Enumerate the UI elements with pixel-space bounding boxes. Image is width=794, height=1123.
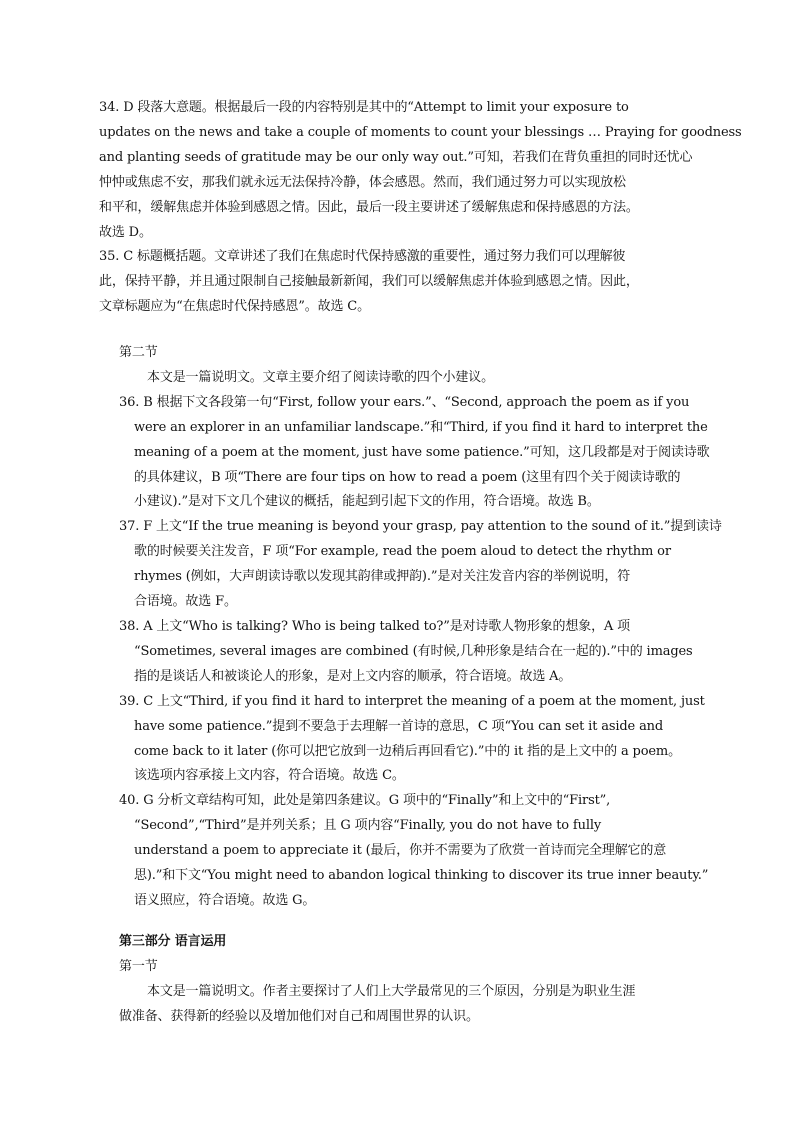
answer-line: have some patience.”提到不要急于去理解一首诗的意思，C 项“You can set it aside and bbox=[134, 718, 664, 734]
answer-first-line: 36. B 根据下文各段第一句“First, follow your ears.”、“Second, approach the poem as if you bbox=[119, 394, 690, 410]
answer-first-line: 39. C 上文“Third, if you find it hard to interpret the meaning of a poem at the moment, just bbox=[119, 693, 705, 709]
answer-item-37 bbox=[119, 515, 722, 615]
answer-item-39 bbox=[119, 690, 705, 790]
text-line: 文章标题应为“在焦虑时代保持感恩”。故选 C。 bbox=[99, 299, 370, 315]
answer-line: understand a poem to appreciate it (最后，你并不需要为了欣赏一首诗而完全理解它的意 bbox=[134, 843, 667, 859]
answer-line: rhymes (例如，大声朗读诗歌以发现其韵律或押韵).”是对关注发音内容的举例说明，符 bbox=[134, 569, 631, 585]
text-line: 此，保持平静，并且通过限制自己接触最新新闻，我们可以缓解焦虑并体验到感恩之情。因此， bbox=[99, 274, 639, 290]
answer-first-line: 38. A 上文“Who is talking? Who is being talked to?”是对诗歌人物形象的想象，A 项 bbox=[119, 618, 630, 634]
answer-line: “Second”,“Third”是并列关系；且 G 项内容“Finally, you do not have to fully bbox=[134, 818, 602, 834]
text-line: and planting seeds of gratitude may be our only way out.”可知，若我们在背负重担的同时还忧心 bbox=[99, 149, 693, 165]
answer-first-line: 40. G 分析文章结构可知，此处是第四条建议。G 项中的“Finally”和上文中的“First”, bbox=[119, 793, 611, 809]
part-three bbox=[119, 930, 679, 1030]
text-line: 忡忡或焦虑不安，那我们就永远无法保持冷静，体会感恩。然而，我们通过努力可以实现放松 bbox=[99, 174, 626, 190]
text-line: 故选 D。 bbox=[99, 224, 152, 240]
answer-line: “Sometimes, several images are combined (有时候,几种形象是结合在一起的).”中的 images bbox=[134, 643, 693, 659]
answer-item-36 bbox=[119, 391, 710, 516]
answer-line: 小建议).”是对下文几个建议的概括，能起到引起下文的作用，符合语境。故选 B。 bbox=[134, 494, 600, 510]
section-two bbox=[119, 341, 722, 914]
section-heading: 第二节 bbox=[119, 345, 158, 360]
text-line: 和平和，缓解焦虑并体验到感恩之情。因此，最后一段主要讲述了缓解焦虑和保持感恩的方法。 bbox=[99, 199, 639, 215]
answer-item-38 bbox=[119, 615, 693, 690]
answer-line: 歌的时候要关注发音，F 项“For example, read the poem aloud to detect the rhythm or bbox=[134, 544, 671, 560]
text-line: 35. C 标题概括题。文章讲述了我们在焦虑时代保持感激的重要性，通过努力我们可以理解彼 bbox=[99, 249, 626, 265]
text-line: 34. D 段落大意题。根据最后一段的内容特别是其中的“Attempt to limit your exposure to bbox=[99, 100, 629, 115]
answer-line: 语义照应，符合语境。故选 G。 bbox=[134, 892, 316, 908]
intro-line: 做准备、获得新的经验以及增加他们对自己和周围世界的认识。 bbox=[119, 1008, 479, 1024]
answer-line: 的具体建议，B 项“There are four tips on how to read a poem (这里有四个关于阅读诗歌的 bbox=[134, 469, 681, 485]
answer-line: 合语境。故选 F。 bbox=[134, 594, 237, 610]
answers-34-35 bbox=[99, 96, 742, 320]
answer-line: 该选项内容承接上文内容，符合语境。故选 C。 bbox=[134, 768, 405, 784]
answer-line: come back to it later (你可以把它放到一边稍后再回看它).”中的 it 指的是上文中的 a poem。 bbox=[134, 743, 681, 759]
answer-line: meaning of a poem at the moment, just have some patience.”可知，这几段都是对于阅读诗歌 bbox=[134, 444, 710, 460]
sub-heading: 第一节 bbox=[119, 958, 158, 974]
answer-first-line: 37. F 上文“If the true meaning is beyond your grasp, pay attention to the sound of it.”提到读诗 bbox=[119, 519, 722, 535]
answer-line: 思).”和下文“You might need to abandon logical thinking to discover its true inner beauty.” bbox=[134, 868, 709, 884]
answer-item-40 bbox=[119, 789, 709, 914]
intro-line: 本文是一篇说明文。作者主要探讨了人们上大学最常见的三个原因，分别是为职业生涯 bbox=[147, 983, 636, 999]
section-intro: 本文是一篇说明文。文章主要介绍了阅读诗歌的四个小建议。 bbox=[147, 369, 494, 385]
answer-line: 指的是谈话人和被谈论人的形象，是对上文内容的顺承，符合语境。故选 A。 bbox=[134, 668, 572, 684]
answer-line: were an explorer in an unfamiliar landscape.”和“Third, if you find it hard to interpret the bbox=[134, 419, 708, 435]
part-heading: 第三部分 语言运用 bbox=[119, 934, 227, 949]
text-line: updates on the news and take a couple of moments to count your blessings … Praying for goodness bbox=[99, 124, 742, 140]
